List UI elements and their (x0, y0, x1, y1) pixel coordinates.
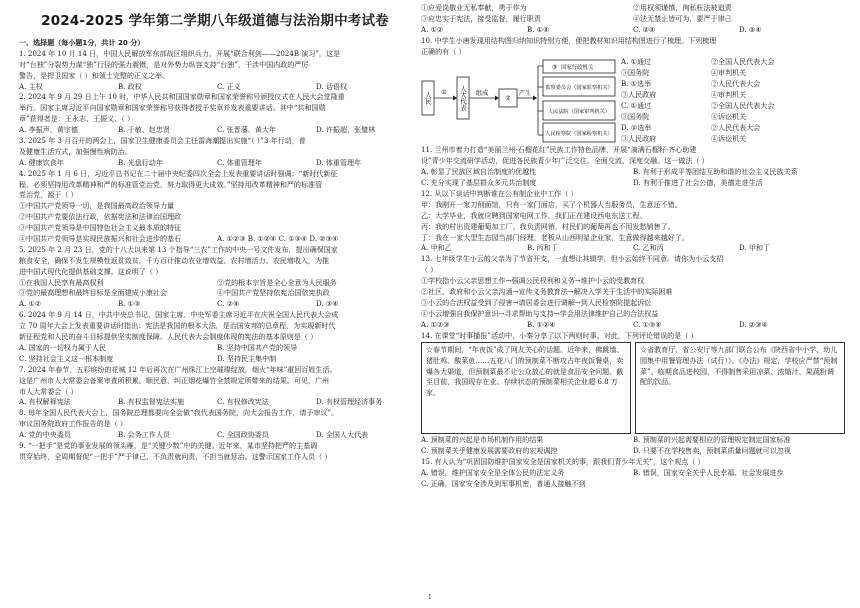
text-line: 9. “一把手”是党的事业发展的领头雁，是“关键少数”中的关键。近年来，某市坚持把严的主基调 (19, 440, 318, 450)
news-box-2: ☆省教育厅、省公安厅等九部门联合公布《陕西省中小学、幼儿园集中用餐管理办法（试行）》。《办法》规定，学校应严禁“预制菜”、临期食品进校园，不得制售采用凉菜、浓缩汁、果蔬粉调配的饮品。 (635, 342, 845, 434)
option-item: A. 李振声、黄宗德 (19, 125, 78, 135)
option-item: C. 坚持社会主义这一根本制度 (19, 353, 114, 363)
question-10-options (621, 57, 845, 144)
diagram-organ-label-3: 人民法院（国家审判机关） (547, 109, 611, 116)
option-item: A. ①②③ (421, 319, 450, 329)
text-line: 党治党，源于（ ） (19, 190, 78, 200)
options-row (19, 158, 415, 169)
text-line: 章”获得者是：王永志、王振义、（ ） (19, 114, 135, 124)
option-item: ③党的最高理想和最终目标是全面建成小康社会 (19, 288, 167, 298)
options-row (19, 125, 415, 136)
text-line: 对“台独”分裂势力谋“独”行径的强力震慑，是对外势力纵容支持“台独”，干涉中国内政的严厉 (19, 59, 309, 69)
text-line: 进中国式现代化提供基础支撑。这说明了（ ） (19, 266, 163, 276)
option-item: B. 预制菜的兴起需要相应的管理规定制定国家标准 (633, 435, 791, 445)
option-item: A. 彰显了民族区域自治制度的优越性 (421, 167, 537, 177)
text-line: 1. 2024 年 10 月 14 日，中国人民解放军东部战区组织兵力，开展“联合利剑——2024B 演习”。这是 (19, 48, 341, 58)
option-item: C. ①③④ (633, 319, 662, 329)
options-row (421, 14, 845, 25)
text-line: ②社区、政府和小云父亲沟通→宣传义务教育法→解决入学关于生活中的实际困难 (421, 287, 673, 297)
diagram-produce-label: 产生 (518, 90, 532, 98)
options-row (421, 3, 845, 14)
options-row (19, 299, 415, 310)
text-line: 13. 七年级学生小云的父亲为了节省开支，一直想让其辍学，但小云始终不同意。请你为小云支招 (421, 254, 724, 264)
option-item: ③应忠实于宪法，接受监督，履行职责 (421, 13, 541, 23)
text-line: 正确的有（ ） (421, 46, 466, 56)
text-line: ②中国共产党要依法行政，依据宪法和法律治国理政 (19, 212, 182, 222)
q10-option-row (621, 101, 845, 112)
option-item: B. 政权 (118, 81, 142, 91)
option-item: A. 错误，维护国家安全是全体公民的法定义务 (421, 468, 565, 478)
option-item: A. ①②③ B. ①②④ C. ①③④ D. ②③④ (217, 234, 339, 244)
section-heading: 一、选择题（每小题1分，共计 20 分） (19, 38, 145, 47)
diagram-people-label: 人民 (424, 92, 432, 105)
text-line: 举行。国家主席习近平向国家勋章和国家荣誉称号获得者授予奖章并发表重要讲话。其中“共和国勋 (19, 103, 326, 113)
options-row (19, 354, 415, 365)
q10-option-item: ④诉讼机关 (711, 111, 747, 121)
diagram-organ-label-1: 国家行政机关 (561, 65, 594, 72)
text-line: ①中国共产党领导一切，是我国最高政治领导力量 (19, 201, 175, 211)
option-item: B. 光盘行动年 (118, 157, 163, 167)
options-row (19, 343, 415, 354)
option-item: A. 国家的一切权力属于人民 (19, 342, 107, 352)
option-item: D. 有利于推进了社会公德，美德走进生活 (633, 178, 763, 188)
text-line: ③中国共产党领导是中国特色社会主义最本质的特征 (19, 223, 182, 233)
option-item: ④法无禁止皆可为，要严于律己 (633, 13, 732, 23)
q10-option-item: B. ①选举 (621, 79, 652, 89)
q10-option-item: ③国务院 (621, 111, 650, 121)
structure-diagram (421, 59, 617, 143)
diagram-organ-label-2: 监察委员会（国家监察机关） (545, 85, 613, 92)
text-line: 这是广州市人大常委会备案审查所积累。顺民意，纠正烟花爆竹全禁规定所带来的结果。可见，广州 (19, 375, 330, 385)
option-item: A. 党的中央委员 (19, 430, 71, 440)
text-line: 市人大常委会（ ） (19, 386, 78, 396)
diagram-circle-1: ① (441, 89, 447, 97)
right-column-bottom (421, 145, 845, 341)
q10-option-item: ②全国人民代表大会 (711, 101, 775, 111)
text-line: 15. 有人认为“巩固国防维护国家安全是国家机关的事，跟我们青少年无关”，这个观点（ ） (421, 457, 705, 467)
option-item: A. 健康饮食年 (19, 157, 64, 167)
options-row (19, 288, 415, 299)
options-row (421, 243, 845, 254)
options-row (421, 446, 845, 457)
text-line: 3. 2025 年 3 月召开的两会上，国家卫生健康委员会主任雷海潮提出实施“（ ）”3 年行动，普 (19, 136, 306, 146)
text-line: 10. 中学生小唐发现用结构图归纳知识特别方便，便把教材知识用结构图进行了梳理。下列梳理 (421, 35, 717, 45)
options-row (421, 435, 845, 446)
q10-option-row (621, 134, 845, 145)
option-item: B. 于敏、赵忠贤 (118, 125, 170, 135)
q10-option-item: C. ①通过 (621, 101, 652, 111)
news-box-1: ☆春节期间，“年夜饭”成了网友关心的话题。近年来，佛跳墙、猪肚鸡、酸菜鱼……五花八门的预制菜不断攻占年夜饭餐桌，卖爆各大渠道，但预制菜最不让公众放心的就是食品安全问题。截至目前，我国现存在业、存续状态的预制菜相关企业超 6.8 万家。 (421, 342, 631, 434)
q10-option-item: ②全国人民代表大会 (711, 57, 775, 67)
option-item: ④中国共产党领导是实现民族振兴和社会进步的基石 (19, 234, 182, 244)
option-item: D. ②③④ (739, 319, 768, 329)
text-line: 警告，是捍卫国家（ ）和领土完整的正义之举。 (19, 70, 170, 80)
option-item: D. ③④ (316, 299, 339, 309)
diagram-organ-label-4: 人民检察院（国家检察机关） (545, 131, 613, 138)
text-line: 乙：大学毕业，我就应聘到国家电网工作，我们正在建设西电东送工程。 (421, 210, 647, 220)
option-item: D. 有权管理经济事务 (316, 397, 383, 407)
text-line: ④小云增强自我保护意识→寻求帮助与支持→学会用法律维护自己的合法权益 (421, 308, 659, 318)
option-item: C. 全国政协委员 (217, 430, 269, 440)
option-item: A. ①② (19, 299, 42, 309)
options-row (19, 397, 415, 408)
q10-option-item: D. ①选举 (621, 122, 652, 132)
text-line: 5. 2025 年 2 月 23 日，党的十八大以来第 13 个指导“三农”工作的中央一号文件发布，提出确保国家 (19, 244, 338, 254)
text-line: 立 70 周年大会上发表重要讲话时指出：宪法是我国的根本大法，是治国安邦的总章程，为实现新时代 (19, 321, 336, 331)
left-column (19, 38, 415, 463)
text-line: 及健康生活方式，加强慢性病防治。 (19, 146, 132, 156)
options-row (421, 178, 845, 189)
text-line: 粮食安全，确保不发生规模性返贫致贫，千方百计推动农业增效益、农村增活力、农民增收入，为推 (19, 255, 330, 265)
text-line: ①学校指小云父亲思想工作→强调公民权利和义务→维护小云的受教育权 (421, 276, 645, 286)
q10-option-item: ②人民代表大会 (711, 122, 761, 132)
q10-option-item: ③人民政府 (621, 90, 657, 100)
text-line: 12. 从以下谈话中判断谁在公有制企业中工作（ ） (421, 189, 578, 199)
options-row (19, 82, 415, 93)
text-line: 设”青少年交流研学活动，促进各民族青少年广泛交往、全面交流、深度交融。这一做法（ ） (421, 156, 709, 166)
option-item: D. ③④ (739, 24, 762, 34)
options-row (421, 468, 845, 479)
q10-option-item: ③人民政府 (621, 133, 657, 143)
q10-option-row (621, 123, 845, 134)
text-line: 贯穿始终，全周期督促“一把手”严于律己，不负责就问责，不担当就惩治。这警示国家工作人员（ ） (19, 451, 332, 461)
options-row (421, 25, 845, 36)
option-item: C. 预制菜关乎健康发展需要政府的宏观调控 (421, 446, 558, 456)
right-column (421, 3, 845, 490)
text-line: 11. 兰州市着力打造“美丽兰州·石榴花红”民族工作特色品牌，开展“滴满石榴籽·齐心助建 (421, 145, 697, 155)
right-column-tail (421, 435, 845, 489)
text-line: 6. 2024 年 9 月 14 日，中共中央总书记、国家主席、中央军委主席习近平在庆祝全国人民代表大会成 (19, 310, 339, 320)
option-item: A. 有权解释宪法 (19, 397, 71, 407)
option-item: B. 丙和丁 (527, 243, 558, 253)
option-item: C. ②④ (217, 299, 240, 309)
option-item: A. 主权 (19, 81, 43, 91)
option-item: D. 甲和丁 (739, 243, 771, 253)
text-line: 甲：我刚开一家刀削面馆，只有一家门面店，买了个机器人当服务员，生意还不错。 (421, 199, 682, 209)
option-item: B. 会务工作人员 (118, 430, 170, 440)
option-item: D. 许振超、张璧林 (316, 125, 376, 135)
option-item: ④中国共产党坚持依宪治国依宪执政 (217, 288, 330, 298)
exam-title: 2024-2025 学年第二学期八年级道德与法治期中考试卷 (41, 13, 389, 29)
text-line: （ ） (421, 265, 438, 275)
q10-option-item: ④审判机关 (711, 90, 747, 100)
option-item: C. 有权修改宪法 (217, 397, 269, 407)
option-item: B. 有利于形成平等团结互助和谐的社会主义民族关系 (633, 167, 798, 177)
options-row (421, 320, 845, 331)
option-item: B. 有权监督宪法实施 (118, 397, 185, 407)
q10-option-item: ②人民代表大会 (711, 79, 761, 89)
option-item: A. 甲和乙 (421, 243, 452, 253)
question-10-block (421, 57, 845, 145)
diagram-organize-label: 组成 (475, 90, 489, 98)
option-item: A. 预制菜的兴起是市场机制作用的结果 (421, 435, 544, 445)
text-line: 7. 2024 年春节，五彩缤纷的花城 12 年后再次在广州珠江上空璀璨绽放，烟火“年味”重回百姓生活。 (19, 364, 337, 374)
options-row (421, 167, 845, 178)
option-item: ①在我国人民享有最高权利 (19, 277, 104, 287)
text-line: 14. 在课堂“时事播报”活动中，小秦分享了以下两则时事。对此，下列评论错误的是（ ） (421, 330, 698, 340)
q10-option-item: ③国务院 (621, 68, 650, 78)
q10-option-row (621, 79, 845, 90)
text-line: 丁：我在一家大型生态园当部门经理，老板从山西明星企业家，生意做得越来越好了。 (421, 232, 689, 242)
option-item: D. 话语权 (316, 81, 348, 91)
question-14-boxes (421, 342, 845, 434)
option-item: ①应爱岗敬业无私奉献，勇于作为 (421, 3, 527, 12)
option-item: C. 张晋藩、黄大年 (217, 125, 276, 135)
option-item: B. ①②④ (527, 319, 556, 329)
option-item: C. 充分实现了基层群众多元共治制度 (421, 178, 537, 188)
page-number: 1 (428, 594, 432, 601)
option-item: ②用权须谨慎，徇私枉法被追责 (633, 3, 732, 12)
text-line: C. 正确，国家安全涉及到军事机密，普通人接触不到 (421, 479, 586, 489)
diagram-circle-3: ③ (552, 64, 558, 72)
q10-option-row (621, 57, 845, 68)
text-line: 丙：我的村出资建葡萄加工厂，我负责网销，村民们的葡萄再也不用发愁销售了。 (421, 221, 675, 231)
text-line: 程，必须坚持用改革精神和严的标准管党治党，努力取得更大成效。”坚持用改革精神和严的标准管 (19, 179, 323, 189)
q10-option-item: A. ①通过 (621, 57, 651, 67)
option-item: C. 体重管理年 (217, 157, 262, 167)
option-item: D. 只要不在学校售卖，预制菜质量问题就可以忽视 (633, 446, 791, 456)
option-item: ②党的根本宗旨是全心全意为人民服务 (217, 277, 337, 287)
options-row (19, 430, 415, 441)
text-line: 审议国务院政府工作报告的是（ ） (19, 419, 127, 429)
option-item: D. 坚持民主集中制 (217, 353, 277, 363)
option-item: C. 正义 (217, 81, 241, 91)
text-line: 新征程党和人民的奋斗目标提供坚实制度保障。人民代表大会制度体现的宪法的基本原则是（ ） (19, 332, 318, 342)
options-row (19, 278, 415, 289)
option-item: D. 体重管理年 (316, 157, 362, 167)
option-item: B. 坚持中国共产党的领导 (217, 342, 298, 352)
diagram-npc-deputies-label: 人大代表 (459, 85, 467, 112)
option-item: C. 乙和丙 (633, 243, 664, 253)
text-line: 4. 2025 年 1 月 6 日，习近平总书记在二十届中央纪委四次全会上发表重要讲话时强调：“新时代新征 (19, 168, 338, 178)
option-item: B. ①③ (118, 299, 141, 309)
q10-option-row (621, 68, 845, 79)
text-line: 2. 2024 年 9 月 29 日上午 10 时，中华人民共和国国家勋章和国家荣誉称号颁授仪式在人民大会堂隆重 (19, 92, 345, 102)
q10-option-item: ④诉讼机关 (711, 133, 747, 143)
text-line: 8. 每年全国人民代表大会上，国务院总理都要向全会做“我代表国务院，向大会报告工作，请予审议”。 (19, 408, 339, 418)
q10-option-row (621, 90, 845, 101)
option-item: A. ①② (421, 24, 444, 34)
option-item: C. ②④ (633, 24, 656, 34)
right-column-top (421, 3, 845, 57)
text-line: ③小云的合法权益受到了侵害→请居委会进行调解→到人民检察院提起诉讼 (421, 297, 652, 307)
option-item: B. 错误，国家安全关乎人民幸福、社会发展进步 (633, 468, 784, 478)
q10-option-item: ④审判机关 (711, 68, 747, 78)
option-item: B. ①④ (527, 24, 550, 34)
options-row (19, 234, 415, 245)
q10-option-row (621, 112, 845, 123)
diagram-circle-2: ② (505, 95, 511, 103)
option-item: D. 全国人大代表 (316, 430, 369, 440)
